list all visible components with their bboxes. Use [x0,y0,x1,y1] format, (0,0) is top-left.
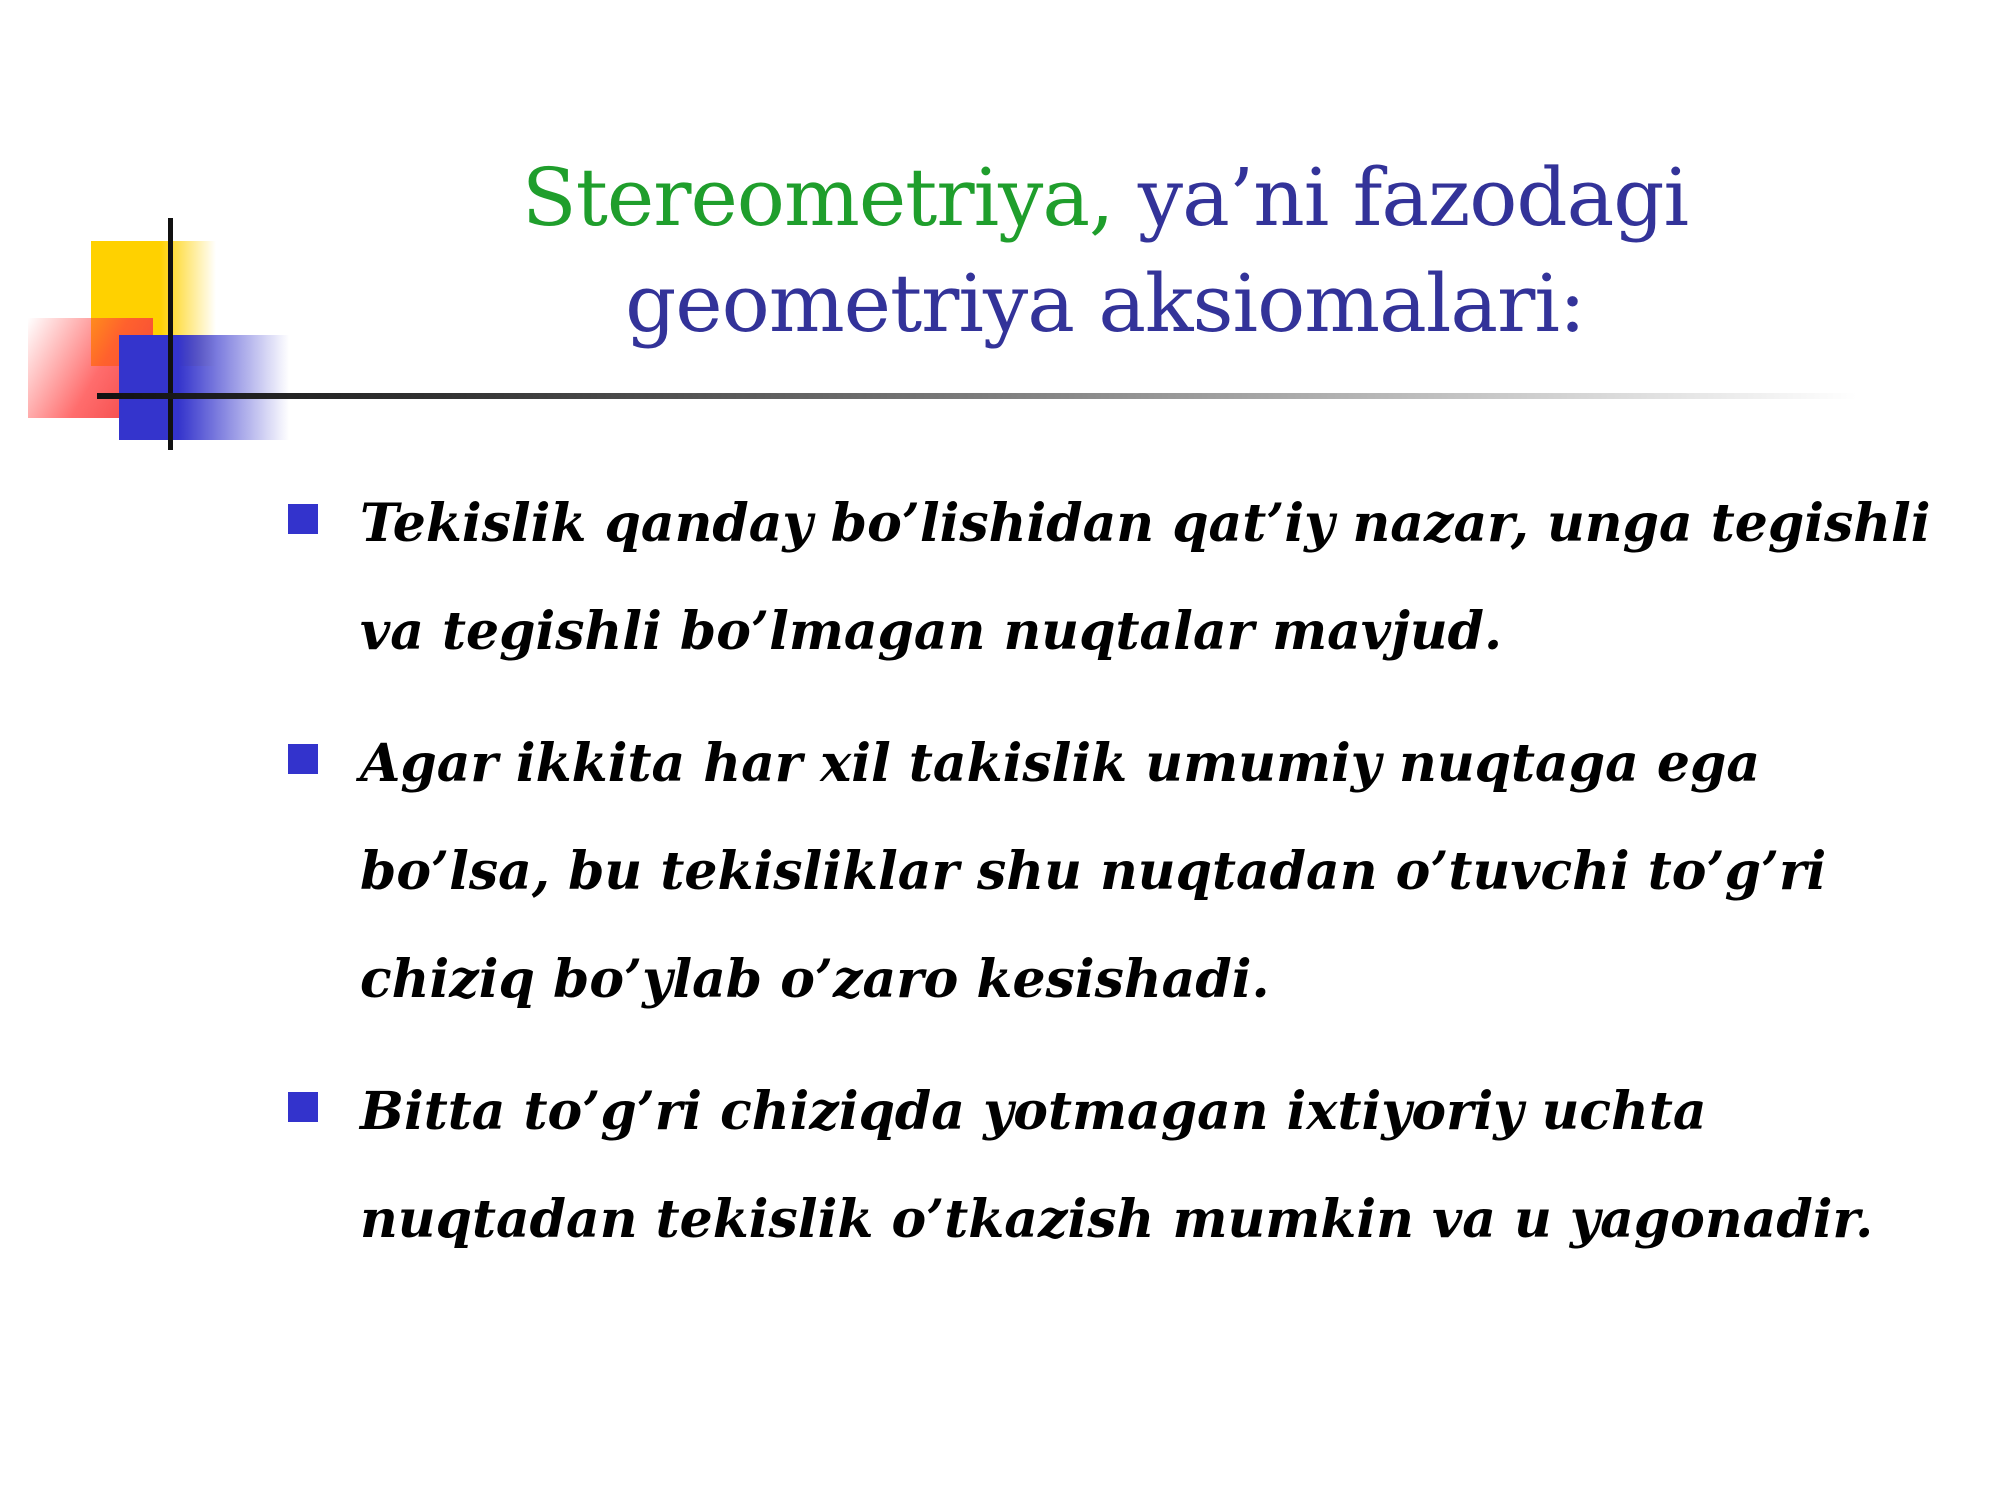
square-bullet-icon [288,744,318,774]
title-divider-line [97,393,1857,399]
bullet-text: Agar ikkita har xil takislik umumiy nuqtaga ega bo’lsa, bu tekisliklar shu nuqtadan o’tuvchi to’g’ri chiziq bo’ylab o’zaro kesishadi. [360,733,1827,1010]
title-highlight: Stereometriya, [521,151,1114,244]
decorative-blue-square [119,335,289,440]
bullet-item [280,710,1940,1034]
decorative-vertical-line [168,218,173,450]
square-bullet-icon [288,1092,318,1122]
bullet-list [280,470,1940,1298]
bullet-item [280,1058,1940,1274]
slide-title [300,145,1910,357]
title-rest: ya’ni fazodagi geometriya aksiomalari: [625,151,1689,350]
bullet-text: Tekislik qanday bo’lishidan qat’iy nazar, unga tegishli va tegishli bo’lmagan nuqtalar mavjud. [360,493,1931,662]
bullet-text: Bitta to’g’ri chiziqda yotmagan ixtiyoriy uchta nuqtadan tekislik o’tkazish mumkin va u yagonadir. [360,1081,1874,1250]
bullet-item [280,470,1940,686]
square-bullet-icon [288,504,318,534]
